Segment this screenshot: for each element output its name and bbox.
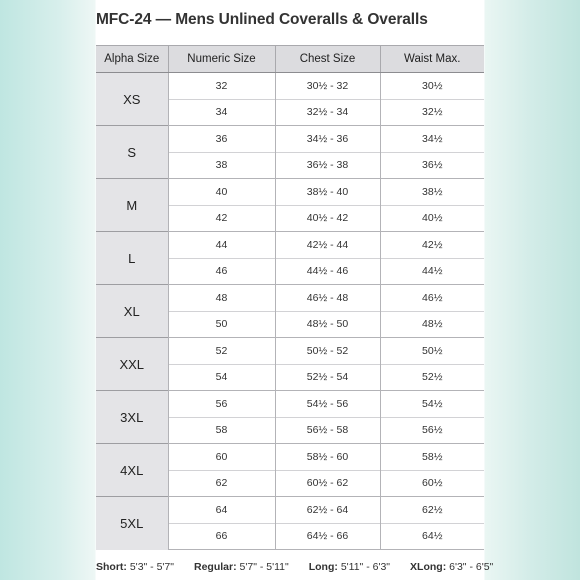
chest-size-cell: 54½ - 56: [275, 391, 380, 418]
table-row: [96, 73, 484, 100]
numeric-size-cell: 66: [168, 523, 275, 550]
header-row: [96, 46, 484, 73]
numeric-size-cell: 34: [168, 99, 275, 126]
chest-size-cell: 64½ - 66: [275, 523, 380, 550]
alpha-size-cell: XS: [96, 73, 168, 126]
chest-size-cell: 36½ - 38: [275, 152, 380, 179]
chest-size-cell: 32½ - 34: [275, 99, 380, 126]
numeric-size-cell: 60: [168, 444, 275, 471]
header-alpha-size: Alpha Size: [96, 46, 168, 73]
chest-size-cell: 42½ - 44: [275, 232, 380, 259]
header-waist-max: Waist Max.: [380, 46, 484, 73]
numeric-size-cell: 40: [168, 179, 275, 206]
height-legend-value: 5'7" - 5'11": [239, 561, 289, 573]
alpha-size-cell: L: [96, 232, 168, 285]
waist-max-cell: 58½: [380, 444, 484, 471]
chest-size-cell: 34½ - 36: [275, 126, 380, 153]
numeric-size-cell: 54: [168, 364, 275, 391]
table-body: [96, 73, 484, 550]
numeric-size-cell: 32: [168, 73, 275, 100]
chest-size-cell: 48½ - 50: [275, 311, 380, 338]
alpha-size-cell: 4XL: [96, 444, 168, 497]
height-legend-item: [96, 561, 174, 573]
height-legend-value: 6'3" - 6'5": [449, 561, 494, 573]
alpha-size-cell: S: [96, 126, 168, 179]
alpha-size-cell: 5XL: [96, 497, 168, 550]
waist-max-cell: 34½: [380, 126, 484, 153]
waist-max-cell: 50½: [380, 338, 484, 365]
table-row: [96, 444, 484, 471]
numeric-size-cell: 56: [168, 391, 275, 418]
table-row: [96, 232, 484, 259]
numeric-size-cell: 46: [168, 258, 275, 285]
numeric-size-cell: 62: [168, 470, 275, 497]
header-chest-size: Chest Size: [275, 46, 380, 73]
height-legend-item: [410, 561, 493, 573]
numeric-size-cell: 38: [168, 152, 275, 179]
chest-size-cell: 60½ - 62: [275, 470, 380, 497]
numeric-size-cell: 50: [168, 311, 275, 338]
alpha-size-cell: 3XL: [96, 391, 168, 444]
height-legend-value: 5'11" - 6'3": [340, 561, 391, 573]
waist-max-cell: 60½: [380, 470, 484, 497]
waist-max-cell: 62½: [380, 497, 484, 524]
chest-size-cell: 50½ - 52: [275, 338, 380, 365]
chest-size-cell: 56½ - 58: [275, 417, 380, 444]
height-legend-value: 5'3" - 5'7": [129, 561, 174, 573]
table-row: [96, 285, 484, 312]
waist-max-cell: 54½: [380, 391, 484, 418]
height-legend-label: Short:: [96, 561, 127, 573]
waist-max-cell: 46½: [380, 285, 484, 312]
chest-size-cell: 30½ - 32: [275, 73, 380, 100]
numeric-size-cell: 36: [168, 126, 275, 153]
waist-max-cell: 42½: [380, 232, 484, 259]
height-legend: [96, 561, 496, 573]
table-row: [96, 391, 484, 418]
chest-size-cell: 62½ - 64: [275, 497, 380, 524]
waist-max-cell: 36½: [380, 152, 484, 179]
height-legend-label: Long:: [308, 561, 338, 573]
table-row: [96, 179, 484, 206]
waist-max-cell: 30½: [380, 73, 484, 100]
waist-max-cell: 32½: [380, 99, 484, 126]
header-numeric-size: Numeric Size: [168, 46, 275, 73]
chest-size-cell: 44½ - 46: [275, 258, 380, 285]
alpha-size-cell: M: [96, 179, 168, 232]
table-row: [96, 338, 484, 365]
height-legend-label: XLong:: [410, 561, 447, 573]
height-legend-item: [194, 561, 289, 573]
numeric-size-cell: 44: [168, 232, 275, 259]
waist-max-cell: 44½: [380, 258, 484, 285]
waist-max-cell: 38½: [380, 179, 484, 206]
waist-max-cell: 52½: [380, 364, 484, 391]
alpha-size-cell: XXL: [96, 338, 168, 391]
numeric-size-cell: 64: [168, 497, 275, 524]
alpha-size-cell: XL: [96, 285, 168, 338]
chart-title: MFC-24 — Mens Unlined Coveralls & Overalls: [96, 11, 428, 28]
chest-size-cell: 40½ - 42: [275, 205, 380, 232]
numeric-size-cell: 52: [168, 338, 275, 365]
waist-max-cell: 64½: [380, 523, 484, 550]
table-row: [96, 126, 484, 153]
size-table: [96, 45, 484, 550]
height-legend-label: Regular:: [194, 561, 237, 573]
chest-size-cell: 58½ - 60: [275, 444, 380, 471]
height-legend-item: [309, 561, 390, 573]
waist-max-cell: 56½: [380, 417, 484, 444]
numeric-size-cell: 48: [168, 285, 275, 312]
waist-max-cell: 48½: [380, 311, 484, 338]
numeric-size-cell: 58: [168, 417, 275, 444]
table-row: [96, 497, 484, 524]
chest-size-cell: 38½ - 40: [275, 179, 380, 206]
chest-size-cell: 52½ - 54: [275, 364, 380, 391]
chest-size-cell: 46½ - 48: [275, 285, 380, 312]
waist-max-cell: 40½: [380, 205, 484, 232]
numeric-size-cell: 42: [168, 205, 275, 232]
